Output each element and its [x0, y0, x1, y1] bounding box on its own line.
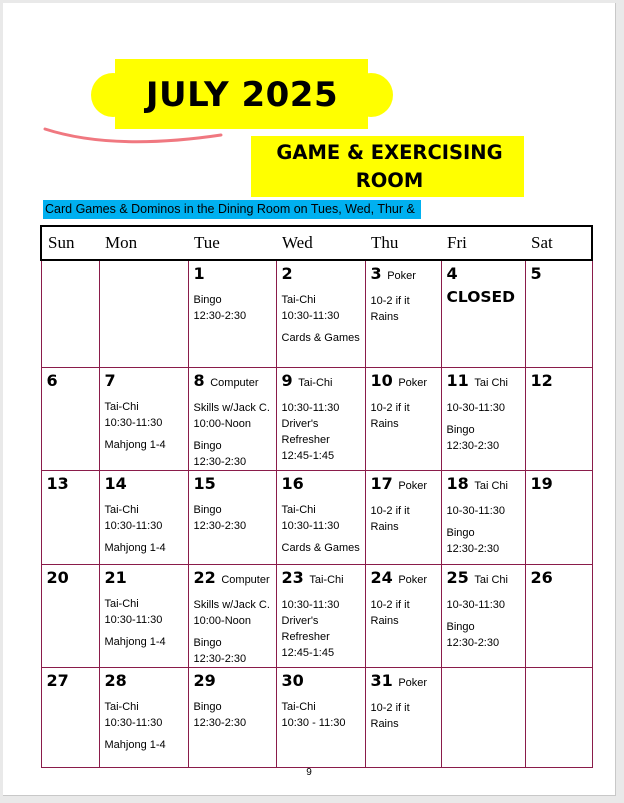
event-text: 10:00-Noon — [193, 418, 251, 430]
event-text: 10:30-11:30 — [104, 520, 163, 532]
calendar-day-cell — [99, 471, 188, 565]
event-text: 10-30-11:30 — [446, 402, 506, 414]
calendar-day-cell — [365, 260, 441, 368]
event-text: 10:00-Noon — [193, 615, 251, 627]
closed-label: CLOSED — [446, 288, 515, 306]
event-text: Refresher — [281, 631, 330, 643]
calendar-day-cell — [188, 260, 276, 368]
event-text: 10:30 - 11:30 — [281, 717, 346, 729]
event-text: Tai-Chi — [104, 598, 139, 610]
event-text: 12:30-2:30 — [193, 456, 247, 468]
event-text: 10:30-11:30 — [281, 402, 340, 414]
event-text: Bingo — [193, 294, 222, 306]
day-number-line — [47, 567, 95, 589]
calendar-day-cell — [441, 368, 525, 471]
calendar-day-cell — [525, 260, 592, 368]
calendar-week-row — [41, 368, 592, 471]
day-number-line — [194, 670, 272, 692]
event-text: 10-30-11:30 — [446, 599, 506, 611]
calendar-grid — [40, 225, 593, 768]
event-text: Poker — [398, 480, 428, 492]
event-text: Computer — [221, 574, 270, 586]
event-text: Refresher — [281, 434, 330, 446]
day-number-line — [371, 670, 437, 694]
day-number: 24 — [370, 568, 393, 587]
day-number-line — [531, 473, 588, 495]
day-number: 11 — [446, 371, 469, 390]
event-text: Rains — [370, 718, 399, 730]
calendar-empty-cell — [441, 668, 525, 768]
calendar-week-row — [41, 565, 592, 668]
calendar-empty-cell — [99, 260, 188, 368]
event-text: Driver's — [281, 418, 319, 430]
calendar-day-cell — [41, 668, 99, 768]
day-number-line — [371, 370, 437, 394]
calendar-day-cell — [41, 565, 99, 668]
day-number: 26 — [530, 568, 553, 587]
day-number: 3 — [370, 264, 382, 283]
event-text: 10:30-11:30 — [104, 614, 163, 626]
page-number: 9 — [306, 767, 312, 778]
calendar-day-cell — [365, 668, 441, 768]
day-number-line — [531, 263, 588, 285]
calendar-empty-cell — [41, 260, 99, 368]
calendar-day-cell — [441, 471, 525, 565]
event-text: 12:45-1:45 — [281, 450, 335, 462]
weekday-header: Wed — [276, 226, 365, 260]
day-number: 2 — [281, 264, 293, 283]
event-text: Skills w/Jack C. — [193, 402, 270, 414]
calendar-day-cell — [276, 668, 365, 768]
day-number-line — [371, 473, 437, 497]
event-text: Bingo — [446, 527, 475, 539]
weekday-header: Mon — [99, 226, 188, 260]
calendar-week-row — [41, 668, 592, 768]
event-text: 10-2 if it — [370, 295, 410, 307]
calendar-day-cell — [99, 368, 188, 471]
page-title: JULY 2025 — [145, 75, 339, 115]
event-text: Poker — [387, 270, 416, 282]
event-text: Rains — [370, 615, 399, 627]
event-text: Bingo — [446, 621, 475, 633]
event-text: 10:30-11:30 — [281, 310, 340, 322]
event-text: Bingo — [193, 440, 222, 452]
subtitle-line-2: ROOM — [355, 169, 424, 192]
subtitle-line-1: GAME & EXERCISING — [276, 141, 503, 164]
event-text: Rains — [370, 521, 399, 533]
day-number-line — [47, 370, 95, 392]
day-number: 31 — [370, 671, 393, 690]
event-text: Cards & Games — [281, 332, 360, 344]
day-number: 7 — [104, 371, 116, 390]
weekday-header: Sat — [525, 226, 592, 260]
day-number: 30 — [281, 671, 304, 690]
day-number-line — [282, 370, 361, 394]
day-number-line — [47, 670, 95, 692]
day-number: 9 — [281, 371, 293, 390]
day-number-line — [371, 567, 437, 591]
day-number: 6 — [46, 371, 58, 390]
calendar-day-cell — [188, 565, 276, 668]
day-number: 4 — [446, 264, 458, 283]
calendar-day-cell — [525, 471, 592, 565]
day-number-line — [105, 370, 184, 392]
event-text: Rains — [370, 311, 399, 323]
event-text: 12:30-2:30 — [446, 543, 500, 555]
event-text: 10-2 if it — [370, 505, 410, 517]
day-number: 29 — [193, 671, 216, 690]
event-text: 12:30-2:30 — [193, 310, 247, 322]
day-number-line — [194, 263, 272, 285]
weekday-header: Sun — [41, 226, 99, 260]
event-text: Bingo — [193, 701, 222, 713]
day-number: 27 — [46, 671, 69, 690]
event-text: Tai-Chi — [281, 504, 316, 516]
calendar-day-cell — [99, 565, 188, 668]
day-number: 13 — [46, 474, 69, 493]
day-number: 12 — [530, 371, 553, 390]
day-number-line — [194, 567, 272, 591]
event-text: 10-30-11:30 — [446, 505, 506, 517]
event-text: Tai-Chi — [104, 701, 139, 713]
day-number-line — [447, 473, 521, 497]
event-text: 12:30-2:30 — [446, 440, 500, 452]
event-text: Tai-Chi — [281, 294, 316, 306]
day-number: 1 — [193, 264, 205, 283]
calendar-week-row — [41, 471, 592, 565]
calendar-day-cell — [525, 368, 592, 471]
day-number-line — [194, 370, 272, 394]
day-number-line — [531, 370, 588, 392]
calendar-day-cell — [276, 565, 365, 668]
event-text: 10:30-11:30 — [104, 417, 163, 429]
subtitle-banner — [251, 136, 524, 197]
event-text: 10-2 if it — [370, 702, 410, 714]
event-text: 10:30-11:30 — [281, 520, 340, 532]
day-number-line — [447, 370, 521, 394]
day-number: 8 — [193, 371, 205, 390]
event-text: 12:30-2:30 — [193, 653, 247, 665]
day-number-line — [282, 263, 361, 285]
day-number-line — [282, 670, 361, 692]
day-number: 17 — [370, 474, 393, 493]
event-text: Bingo — [446, 424, 475, 436]
day-number-line — [47, 473, 95, 495]
day-number-line — [105, 670, 184, 692]
event-text: Poker — [398, 377, 428, 389]
event-text: Tai-Chi — [298, 377, 333, 389]
event-text: Rains — [370, 418, 399, 430]
calendar-week-row — [41, 260, 592, 368]
note-banner — [43, 200, 421, 219]
event-text: Skills w/Jack C. — [193, 599, 270, 611]
event-text: 12:30-2:30 — [193, 717, 247, 729]
day-number-line — [447, 263, 521, 285]
calendar-day-cell — [276, 471, 365, 565]
weekday-header-row — [41, 226, 592, 260]
day-number: 15 — [193, 474, 216, 493]
event-text: Driver's — [281, 615, 319, 627]
event-text: Tai Chi — [474, 574, 508, 586]
event-text: 10-2 if it — [370, 599, 410, 611]
day-number: 16 — [281, 474, 304, 493]
calendar-day-cell — [365, 565, 441, 668]
calendar-day-cell — [41, 368, 99, 471]
day-number-line — [531, 567, 588, 589]
day-number: 14 — [104, 474, 127, 493]
calendar-empty-cell — [525, 668, 592, 768]
event-text: Mahjong 1-4 — [104, 636, 166, 648]
calendar-day-cell — [441, 260, 525, 368]
event-text: Tai-Chi — [104, 504, 139, 516]
calendar-day-cell — [188, 368, 276, 471]
event-text: Bingo — [193, 504, 222, 516]
day-number-line — [105, 473, 184, 495]
day-number: 21 — [104, 568, 127, 587]
event-text: Tai Chi — [474, 377, 508, 389]
day-number: 18 — [446, 474, 469, 493]
calendar-day-cell — [99, 668, 188, 768]
calendar-day-cell — [276, 260, 365, 368]
event-text: 10:30-11:30 — [104, 717, 163, 729]
day-number: 20 — [46, 568, 69, 587]
day-number-line — [105, 567, 184, 589]
day-number: 5 — [530, 264, 542, 283]
event-text: 10:30-11:30 — [281, 599, 340, 611]
calendar-day-cell — [441, 565, 525, 668]
event-text: Bingo — [193, 637, 222, 649]
event-text: Poker — [398, 574, 428, 586]
day-number: 28 — [104, 671, 127, 690]
calendar-day-cell — [365, 471, 441, 565]
event-text: Poker — [398, 677, 428, 689]
weekday-header: Thu — [365, 226, 441, 260]
day-number: 25 — [446, 568, 469, 587]
weekday-header: Fri — [441, 226, 525, 260]
event-text: 12:30-2:30 — [193, 520, 247, 532]
title-banner — [91, 59, 393, 129]
note-text: Card Games & Dominos in the Dining Room on Tues, Wed, Thur & — [45, 202, 415, 216]
event-text: 12:30-2:30 — [446, 637, 500, 649]
event-text: 10-2 if it — [370, 402, 410, 414]
day-number-line — [282, 567, 361, 591]
event-text: 12:45-1:45 — [281, 647, 335, 659]
calendar-day-cell — [188, 471, 276, 565]
calendar-day-cell — [525, 565, 592, 668]
event-text: Tai-Chi — [281, 701, 316, 713]
event-text: Tai Chi — [474, 480, 508, 492]
day-number: 22 — [193, 568, 216, 587]
event-text: Mahjong 1-4 — [104, 439, 166, 451]
calendar-day-cell — [276, 368, 365, 471]
event-text: Mahjong 1-4 — [104, 739, 166, 751]
event-text: Tai-Chi — [104, 401, 139, 413]
event-text: Computer — [210, 377, 259, 389]
day-number-line — [447, 567, 521, 591]
day-number-line — [282, 473, 361, 495]
day-number-line — [371, 263, 437, 287]
calendar-day-cell — [188, 668, 276, 768]
day-number: 10 — [370, 371, 393, 390]
day-number: 23 — [281, 568, 304, 587]
calendar-day-cell — [365, 368, 441, 471]
document-page — [3, 3, 616, 796]
weekday-header: Tue — [188, 226, 276, 260]
calendar-day-cell — [41, 471, 99, 565]
event-text: Tai-Chi — [309, 574, 344, 586]
event-text: Mahjong 1-4 — [104, 542, 166, 554]
day-number: 19 — [530, 474, 553, 493]
day-number-line — [194, 473, 272, 495]
event-text: Cards & Games — [281, 542, 360, 554]
